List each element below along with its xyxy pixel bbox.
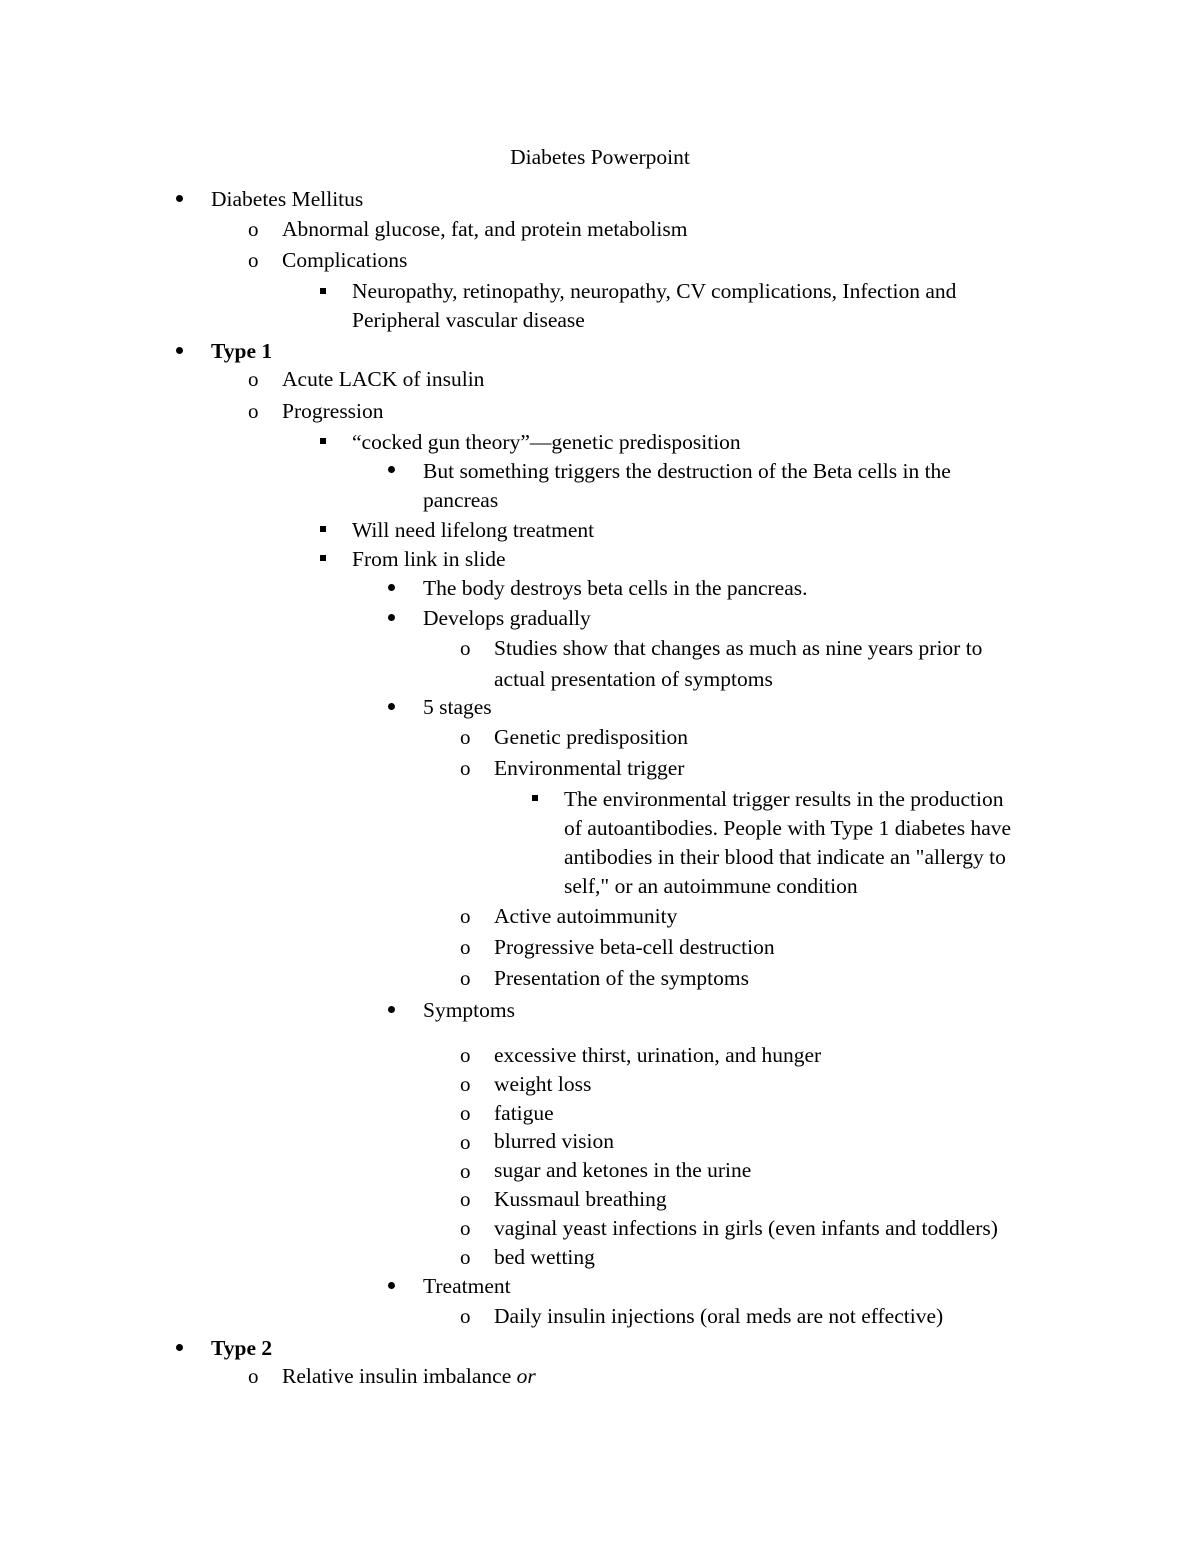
list-item-text: of autoantibodies. People with Type 1 diabetes have [564, 816, 1012, 840]
list-item-text: fatigue [494, 1101, 554, 1125]
circle-bullet-icon: o [460, 1130, 471, 1154]
list-item-text: Neuropathy, retinopathy, neuropathy, CV complications, Infection and [352, 279, 957, 303]
list-item-text: vaginal yeast infections in girls (even infants and toddlers) [494, 1216, 998, 1240]
list-item-text: excessive thirst, urination, and hunger [494, 1043, 822, 1067]
square-bullet-icon [320, 438, 326, 444]
circle-bullet-icon: o [460, 966, 471, 990]
list-item-text: Abnormal glucose, fat, and protein metabolism [282, 217, 688, 241]
disc-bullet-icon [176, 195, 183, 202]
disc-bullet-icon [388, 584, 395, 591]
circle-bullet-icon: o [460, 935, 471, 959]
list-item-text: Progression [282, 399, 384, 423]
list-item-text: Presentation of the symptoms [494, 966, 749, 990]
list-item-text: Will need lifelong treatment [352, 518, 595, 542]
circle-bullet-icon: o [460, 1043, 471, 1067]
square-bullet-icon [320, 555, 326, 561]
list-item-text: Environmental trigger [494, 756, 685, 780]
circle-bullet-icon: o [460, 1216, 471, 1240]
disc-bullet-icon [388, 703, 395, 710]
circle-bullet-icon: o [460, 1304, 471, 1328]
list-item-text: Type 1 [211, 339, 273, 363]
list-item-text [282, 1362, 536, 1392]
disc-bullet-icon [388, 614, 395, 621]
list-item-text: Acute LACK of insulin [282, 367, 485, 391]
list-item-text: Diabetes Mellitus [211, 187, 364, 211]
list-item-text: Genetic predisposition [494, 725, 689, 749]
list-item-text: The environmental trigger results in the production [564, 787, 1004, 811]
list-item-text: Active autoimmunity [494, 904, 678, 928]
circle-bullet-icon: o [460, 756, 471, 780]
list-item-text: actual presentation of symptoms [494, 667, 773, 691]
list-item-text: pancreas [423, 488, 499, 512]
list-item-text: Studies show that changes as much as nine years prior to [494, 636, 983, 660]
square-bullet-icon [532, 795, 538, 801]
circle-bullet-icon: o [460, 904, 471, 928]
document-title: Diabetes Powerpoint [510, 145, 690, 169]
list-item-text: But something triggers the destruction of the Beta cells in the [423, 459, 951, 483]
circle-bullet-icon: o [460, 1101, 471, 1125]
disc-bullet-icon [388, 1282, 395, 1289]
list-item-text: Type 2 [211, 1336, 273, 1360]
circle-bullet-icon: o [460, 1159, 471, 1183]
list-item-text: The body destroys beta cells in the pancreas. [423, 576, 808, 600]
disc-bullet-icon [388, 1006, 395, 1013]
square-bullet-icon [320, 526, 326, 532]
list-item-text: Symptoms [423, 998, 515, 1022]
list-item-text: Complications [282, 248, 408, 272]
circle-bullet-icon: o [460, 725, 471, 749]
disc-bullet-icon [176, 347, 183, 354]
list-item-text: Develops gradually [423, 606, 591, 630]
list-item-text: Progressive beta-cell destruction [494, 935, 775, 959]
circle-bullet-icon: o [248, 248, 259, 272]
circle-bullet-icon: o [248, 1364, 259, 1388]
list-item-text: blurred vision [494, 1129, 615, 1153]
list-item-text: “cocked gun theory”—genetic predisposition [352, 430, 741, 454]
list-item-text: Daily insulin injections (oral meds are not effective) [494, 1304, 944, 1328]
list-item-text: antibodies in their blood that indicate an "allergy to [564, 845, 1006, 869]
or-text: or [516, 1364, 536, 1388]
circle-bullet-icon: o [460, 1072, 471, 1096]
list-item-text: Peripheral vascular disease [352, 308, 585, 332]
circle-bullet-icon: o [248, 217, 259, 241]
list-item-text: self," or an autoimmune condition [564, 874, 858, 898]
circle-bullet-icon: o [460, 1187, 471, 1211]
circle-bullet-icon: o [460, 636, 471, 660]
list-item-text: weight loss [494, 1072, 592, 1096]
list-item-text: From link in slide [352, 547, 506, 571]
list-item-text: 5 stages [423, 695, 492, 719]
circle-bullet-icon: o [460, 1245, 471, 1269]
list-item-text: Kussmaul breathing [494, 1187, 667, 1211]
disc-bullet-icon [176, 1344, 183, 1351]
list-item-text: Treatment [423, 1274, 511, 1298]
circle-bullet-icon: o [248, 399, 259, 423]
list-item-text: bed wetting [494, 1245, 595, 1269]
list-item-text: sugar and ketones in the urine [494, 1158, 752, 1182]
square-bullet-icon [320, 288, 326, 294]
disc-bullet-icon [388, 466, 395, 473]
relative-imbalance-text: Relative insulin imbalance [282, 1364, 517, 1388]
circle-bullet-icon: o [248, 367, 259, 391]
